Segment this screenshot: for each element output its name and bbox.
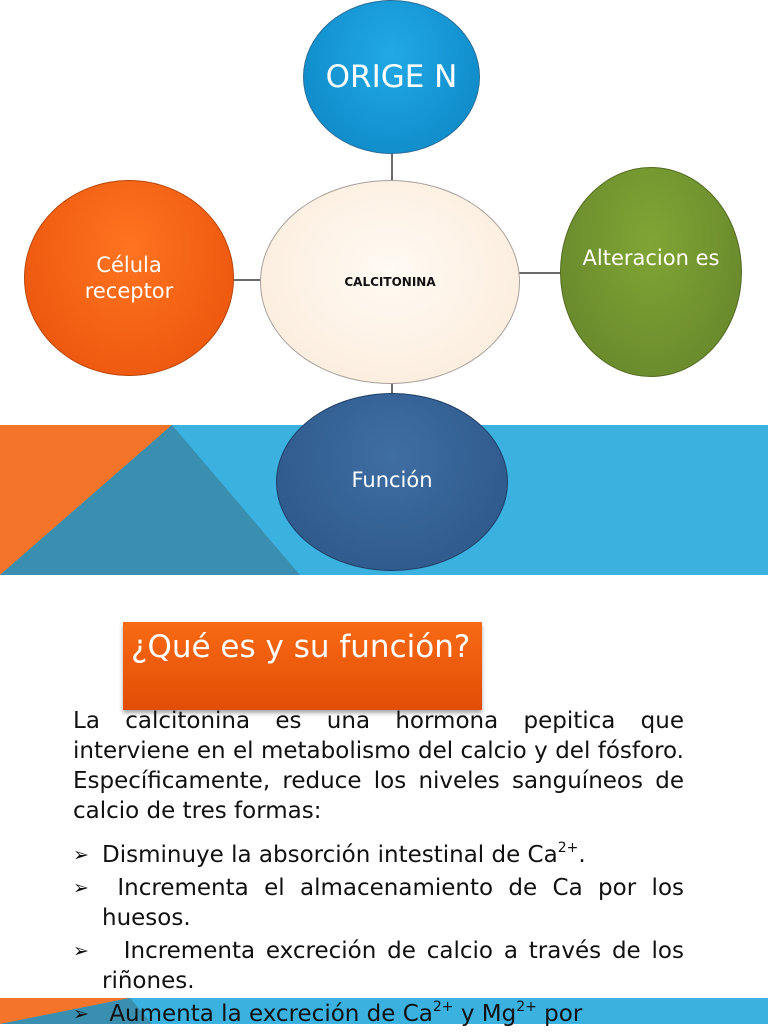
- list-item-sup-2: 2+: [516, 999, 537, 1015]
- node-origen: [303, 0, 480, 154]
- node-alteraciones-label: Alteracion es: [582, 246, 720, 270]
- arrow-bullet-icon: ➢: [73, 844, 89, 866]
- list-item-text: Incrementa excreción de calcio a través de los riñones.: [102, 938, 692, 994]
- list-item-text: Disminuye la absorción intestinal de Ca: [102, 842, 558, 868]
- arrow-bullet-icon: ➢: [73, 877, 89, 899]
- list-item-text: Aumenta la excreción de Ca: [102, 1001, 433, 1027]
- list-item-sup: 2+: [432, 999, 454, 1015]
- list-item-tail: .: [578, 842, 586, 868]
- arrow-bullet-icon: ➢: [73, 940, 89, 962]
- arrow-bullet-icon: ➢: [73, 1003, 89, 1025]
- effects-list: [73, 840, 692, 1032]
- node-origen-label: ORIGE N: [325, 59, 458, 95]
- list-item: [73, 999, 684, 1029]
- definition-paragraph: La calcitonina es una hormona pepitica que interviene en el metabolismo del calcio y del fósforo. Específicamente, reduce los niveles sanguíneos de calcio de tres formas:: [73, 708, 684, 824]
- connector-right: [518, 272, 562, 274]
- node-funcion: [276, 393, 508, 571]
- section-title-box: [123, 622, 482, 710]
- list-item-text: Incrementa el almacenamiento de Ca por los huesos.: [102, 875, 692, 931]
- list-item-tail-2: por: [536, 1001, 583, 1027]
- connector-left: [232, 279, 262, 281]
- section-title: ¿Qué es y su función?: [131, 629, 471, 665]
- node-celula-receptor-label: Célula receptor: [84, 253, 174, 303]
- list-item: [73, 873, 692, 933]
- center-node-label: CALCITONINA: [344, 275, 436, 289]
- list-item: [73, 840, 684, 870]
- center-node-calcitonina: [260, 180, 520, 384]
- node-celula-receptor: [24, 180, 234, 376]
- connector-top: [391, 150, 393, 182]
- list-item-sup: 2+: [557, 840, 579, 856]
- node-alteraciones: [560, 167, 742, 377]
- node-funcion-label: Función: [351, 468, 433, 492]
- list-item: [73, 936, 692, 996]
- list-item-tail: y Mg: [453, 1001, 517, 1027]
